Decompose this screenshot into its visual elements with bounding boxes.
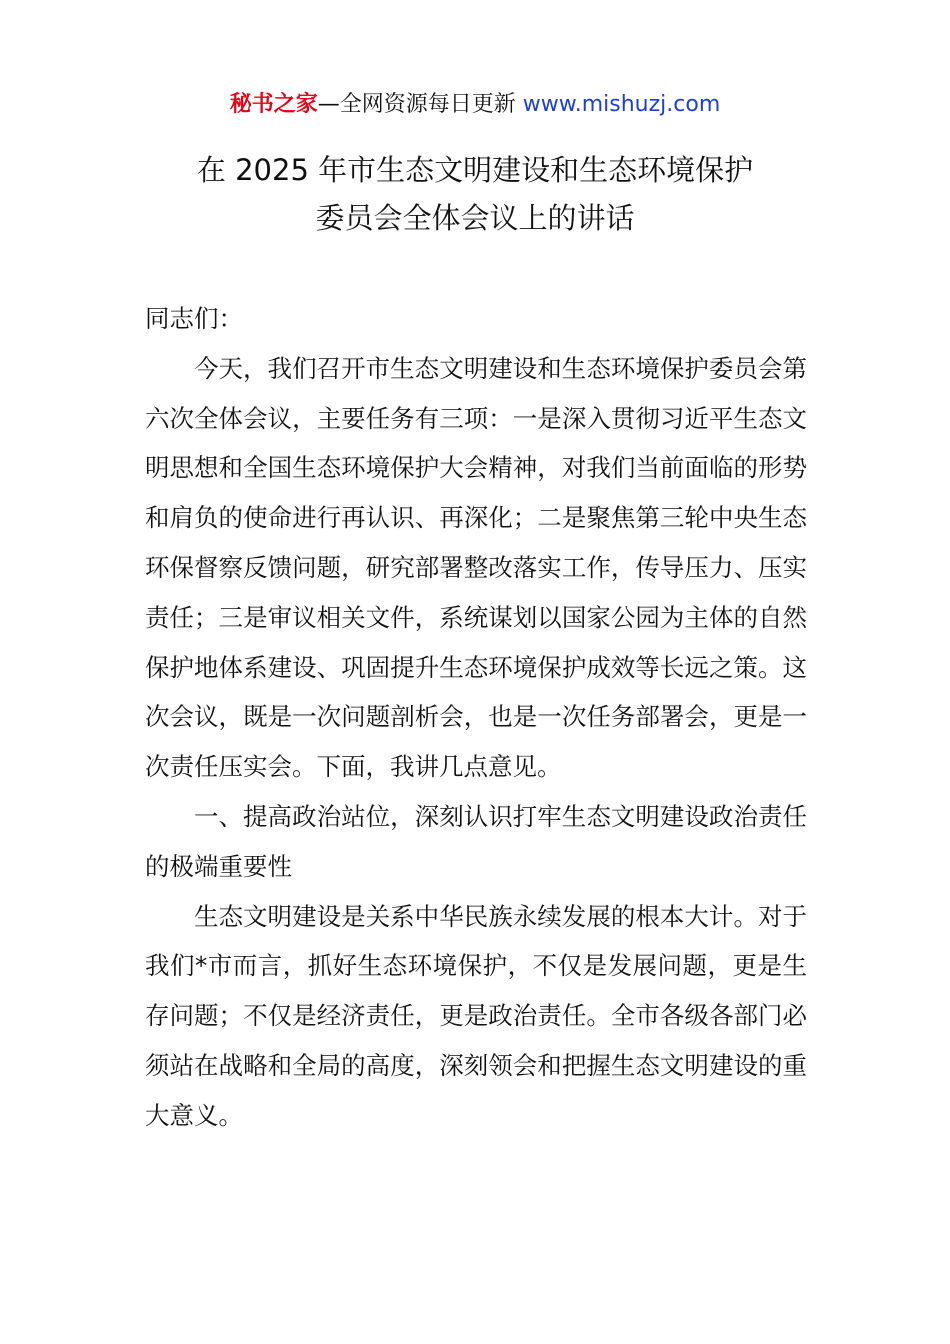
document-title bbox=[0, 146, 950, 242]
document-body bbox=[145, 294, 807, 1141]
site-url-link[interactable]: www.mishuzj.com bbox=[522, 92, 721, 117]
title-line-1: 在 2025 年市生态文明建设和生态环境保护 bbox=[196, 153, 754, 187]
salutation: 同志们： bbox=[145, 304, 243, 333]
header-tagline: —全网资源每日更新 bbox=[317, 92, 523, 117]
brand-name: 秘书之家 bbox=[229, 92, 318, 117]
site-header bbox=[0, 88, 950, 122]
section-heading-1: 一、提高政治站位，深刻认识打牢生态文明建设政治责任的极端重要性 bbox=[145, 801, 807, 881]
paragraph-intro: 今天，我们召开市生态文明建设和生态环境保护委员会第六次全体会议，主要任务有三项：一是深入贯彻习近平生态文明思想和全国生态环境保护大会精神，对我们当前面临的形势和肩负的使命进行再认识、再深化；二是聚焦第三轮中央生态环保督察反馈问题，研究部署整改落实工作，传导压力、压实责任；三是审议相关文件，系统谋划以国家公园为主体的自然保护地体系建设、巩固提升生态环境保护成效等长远之策。这次会议，既是一次问题剖析会，也是一次任务部署会，更是一次责任压实会。下面，我讲几点意见。 bbox=[145, 353, 807, 782]
title-line-2: 委员会全体会议上的讲话 bbox=[315, 201, 635, 235]
paragraph-section-1: 生态文明建设是关系中华民族永续发展的根本大计。对于我们*市而言，抓好生态环境保护，不仅是发展问题，更是生存问题；不仅是经济责任，更是政治责任。全市各级各部门必须站在战略和全局的高度，深刻领会和把握生态文明建设的重大意义。 bbox=[145, 901, 807, 1130]
